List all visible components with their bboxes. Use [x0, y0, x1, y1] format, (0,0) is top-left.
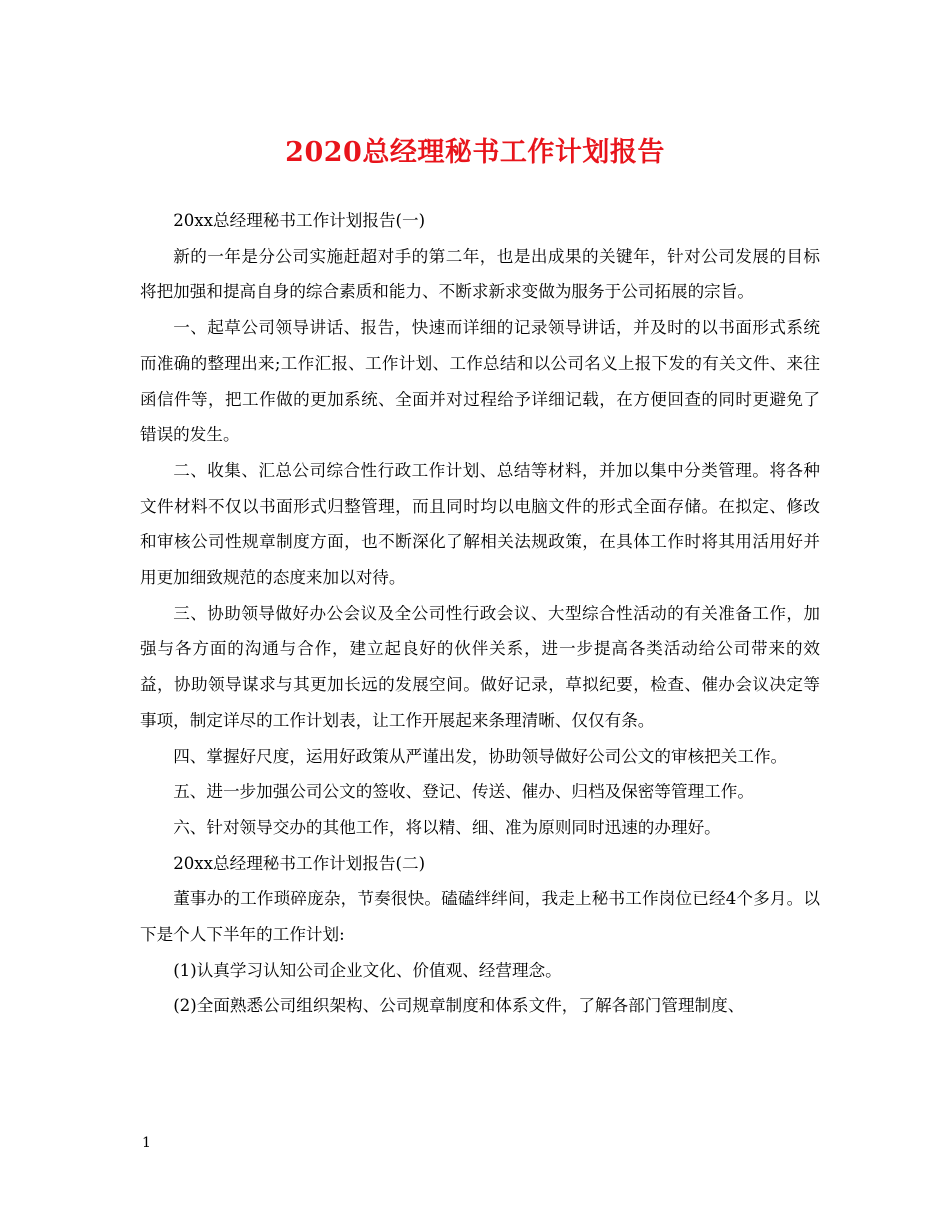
paragraph-item-1: 一、起草公司领导讲话、报告，快速而详细的记录领导讲话，并及时的以书面形式系统而准确的整理出来;工作汇报、工作计划、工作总结和以公司名义上报下发的有关文件、来往函信件等，把工作做的更加系统、全面并对过程给予详细记载，在方便回查的同时更避免了错误的发生。 [140, 318, 820, 445]
section-heading-2: 20xx总经理秘书工作计划报告(二) [173, 853, 426, 873]
list-item-2: (2)全面熟悉公司组织架构、公司规章制度和体系文件，了解各部门管理制度、 [173, 996, 745, 1016]
paragraph-item-3: 三、协助领导做好办公会议及全公司性行政会议、大型综合性活动的有关准备工作，加强与各方面的沟通与合作，建立起良好的伙伴关系，进一步提高各类活动给公司带来的效益，协助领导谋求与其更加长远的发展空间。做好记录，草拟纪要，检查、催办会议决定等事项，制定详尽的工作计划表，让工作开展起来条理清晰、仅仅有条。 [140, 603, 820, 730]
section-heading-1: 20xx总经理秘书工作计划报告(一) [173, 211, 426, 230]
paragraph-item-4: 四、掌握好尺度，运用好政策从严谨出发，协助领导做好公司公文的审核把关工作。 [173, 746, 788, 766]
paragraph-item-6: 六、针对领导交办的其他工作，将以精、细、准为原则同时迅速的办理好。 [173, 817, 721, 837]
list-item-1: (1)认真学习认知公司企业文化、价值观、经营理念。 [173, 960, 562, 980]
paragraph-item-2: 二、收集、汇总公司综合性行政工作计划、总结等材料，并加以集中分类管理。将各种文件材料不仅以书面形式归整管理，而且同时均以电脑文件的形式全面存储。在拟定、修改和审核公司性规章制度方面，也不断深化了解相关法规政策，在具体工作时将其用活用好并用更加细致规范的态度来加以对待。 [140, 460, 820, 588]
paragraph-intro: 新的一年是分公司实施赶超对手的第二年，也是出成果的关键年，针对公司发展的目标将把加强和提高自身的综合素质和能力、不断求新求变做为服务于公司拓展的宗旨。 [140, 246, 820, 302]
document-title: 2020总经理秘书工作计划报告 [285, 137, 665, 168]
paragraph-item-5: 五、进一步加强公司公文的签收、登记、传送、催办、归档及保密等管理工作。 [173, 782, 754, 802]
page-number: 1 [142, 1135, 151, 1151]
paragraph-intro-2: 董事办的工作琐碎庞杂，节奏很快。磕磕绊绊间，我走上秘书工作岗位已经4个多月。以下是个人下半年的工作计划: [140, 889, 820, 945]
document-body [140, 203, 820, 1024]
